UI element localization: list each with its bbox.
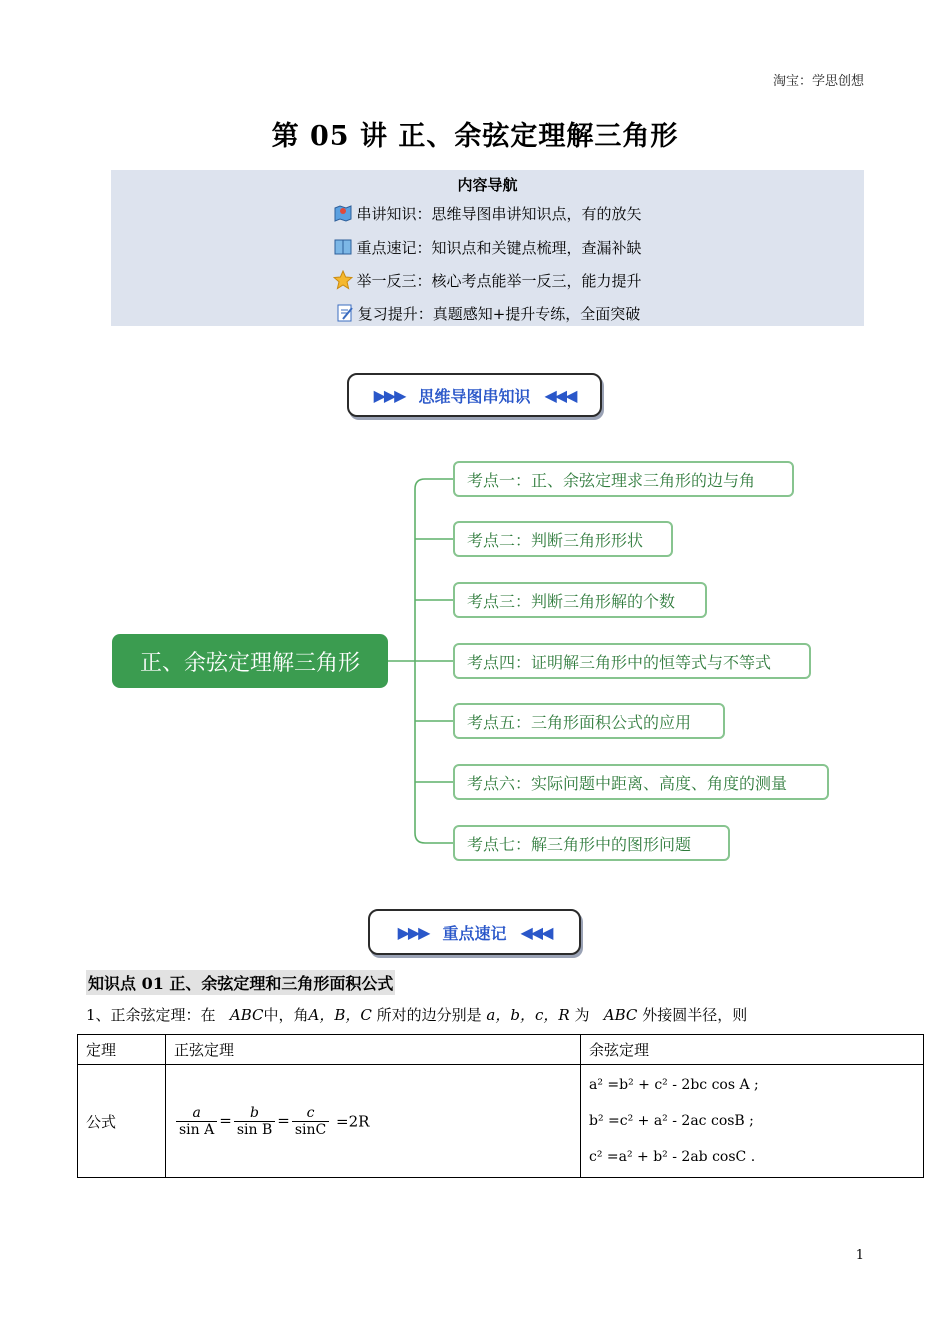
- table-header: 定理: [78, 1035, 166, 1065]
- table-header-row: [78, 1035, 924, 1065]
- star-icon: [333, 270, 353, 290]
- banner-label: 思维导图串知识: [418, 386, 531, 406]
- mindmap-node-5: 考点五：三角形面积公式的应用: [453, 703, 725, 739]
- intro-text: 所对的边分别是: [376, 1006, 482, 1024]
- mindmap-root: 正、余弦定理解三角形: [112, 634, 388, 688]
- nav-item-1: [111, 203, 864, 224]
- sine-law-cell: $\frac{a}{\text{sin A}}$ = $\frac{b}{\text{sin B}}$ = $\frac{c}{\sin C}$ =2R: [166, 1065, 581, 1178]
- mindmap-node-7: 考点七：解三角形中的图形问题: [453, 825, 730, 861]
- banner-label: 重点速记: [442, 923, 507, 943]
- table-header: 余弦定理: [581, 1035, 924, 1065]
- fraction: [292, 1105, 329, 1138]
- cosine-formula: a² =b² + c² - 2bc cos A ;: [589, 1077, 759, 1093]
- page-number: 1: [855, 1248, 864, 1263]
- mindmap-node-1: 考点一：正、余弦定理求三角形的边与角: [453, 461, 794, 497]
- denominator: sin A: [179, 1121, 215, 1138]
- right-arrows-icon: ▶▶▶: [373, 385, 405, 405]
- intro-triangle: ABC: [603, 1006, 638, 1024]
- nav-item-label: 举一反三：核心考点能举一反三，能力提升: [356, 272, 642, 290]
- left-arrows-icon: ◀◀◀: [544, 385, 576, 405]
- nav-heading: 内容导航: [457, 176, 518, 194]
- denominator: sin B: [236, 1121, 273, 1138]
- fraction: [234, 1105, 275, 1138]
- mind-map: [0, 440, 950, 880]
- intro-sides: a，b，c，R: [486, 1006, 570, 1024]
- header-shop: 淘宝：学思创想: [772, 74, 864, 89]
- intro-triangle: ABC: [229, 1006, 264, 1024]
- mindmap-node-2: 考点二：判断三角形形状: [453, 521, 673, 557]
- intro-text: 外接圆半径，则: [642, 1006, 748, 1024]
- intro-angles: A，B，C: [308, 1006, 372, 1024]
- table-header: 正弦定理: [166, 1035, 581, 1065]
- sine-rhs: =2R: [336, 1112, 370, 1130]
- knowledge-heading: 知识点 01 正、余弦定理和三角形面积公式: [86, 970, 395, 995]
- nav-item-3: [111, 270, 864, 291]
- key-points-banner: [368, 909, 581, 955]
- numerator: c: [292, 1105, 329, 1122]
- intro-text: 1、正余弦定理：在: [86, 1006, 216, 1024]
- nav-item-label: 串讲知识：思维导图串讲知识点，有的放矢: [356, 205, 642, 223]
- right-arrows-icon: ▶▶▶: [397, 922, 429, 942]
- table-row: [78, 1065, 924, 1178]
- book-icon: [333, 237, 353, 257]
- nav-item-label: 复习提升：真题感知+提升专练，全面突破: [357, 305, 641, 323]
- formula-table: [77, 1034, 924, 1178]
- numerator: a: [176, 1105, 217, 1122]
- intro-text: 中，角: [263, 1006, 309, 1024]
- mindmap-banner: [347, 373, 602, 417]
- nav-item-4: [111, 303, 864, 324]
- cosine-law-cell: [581, 1065, 924, 1178]
- page-title: 第 05 讲 正、余弦定理解三角形: [271, 121, 679, 152]
- content-navigation: [111, 170, 864, 326]
- mindmap-node-6: 考点六：实际问题中距离、高度、角度的测量: [453, 764, 829, 800]
- mindmap-node-4: 考点四：证明解三角形中的恒等式与不等式: [453, 643, 811, 679]
- knowledge-intro: [86, 1004, 747, 1025]
- denominator: sinC: [294, 1121, 327, 1138]
- cosine-formula: b² =c² + a² - 2ac cosB ;: [589, 1113, 754, 1129]
- row-label: 公式: [78, 1065, 166, 1178]
- cosine-formula: c² =a² + b² - 2ab cosC .: [589, 1149, 756, 1165]
- map-icon: [333, 203, 353, 223]
- fraction: [176, 1105, 217, 1138]
- intro-text: 为: [574, 1006, 590, 1024]
- nav-item-2: [111, 237, 864, 258]
- note-icon: [335, 303, 355, 323]
- left-arrows-icon: ◀◀◀: [520, 922, 552, 942]
- mindmap-node-3: 考点三：判断三角形解的个数: [453, 582, 707, 618]
- numerator: b: [234, 1105, 275, 1122]
- nav-item-label: 重点速记：知识点和关键点梳理，查漏补缺: [356, 239, 642, 257]
